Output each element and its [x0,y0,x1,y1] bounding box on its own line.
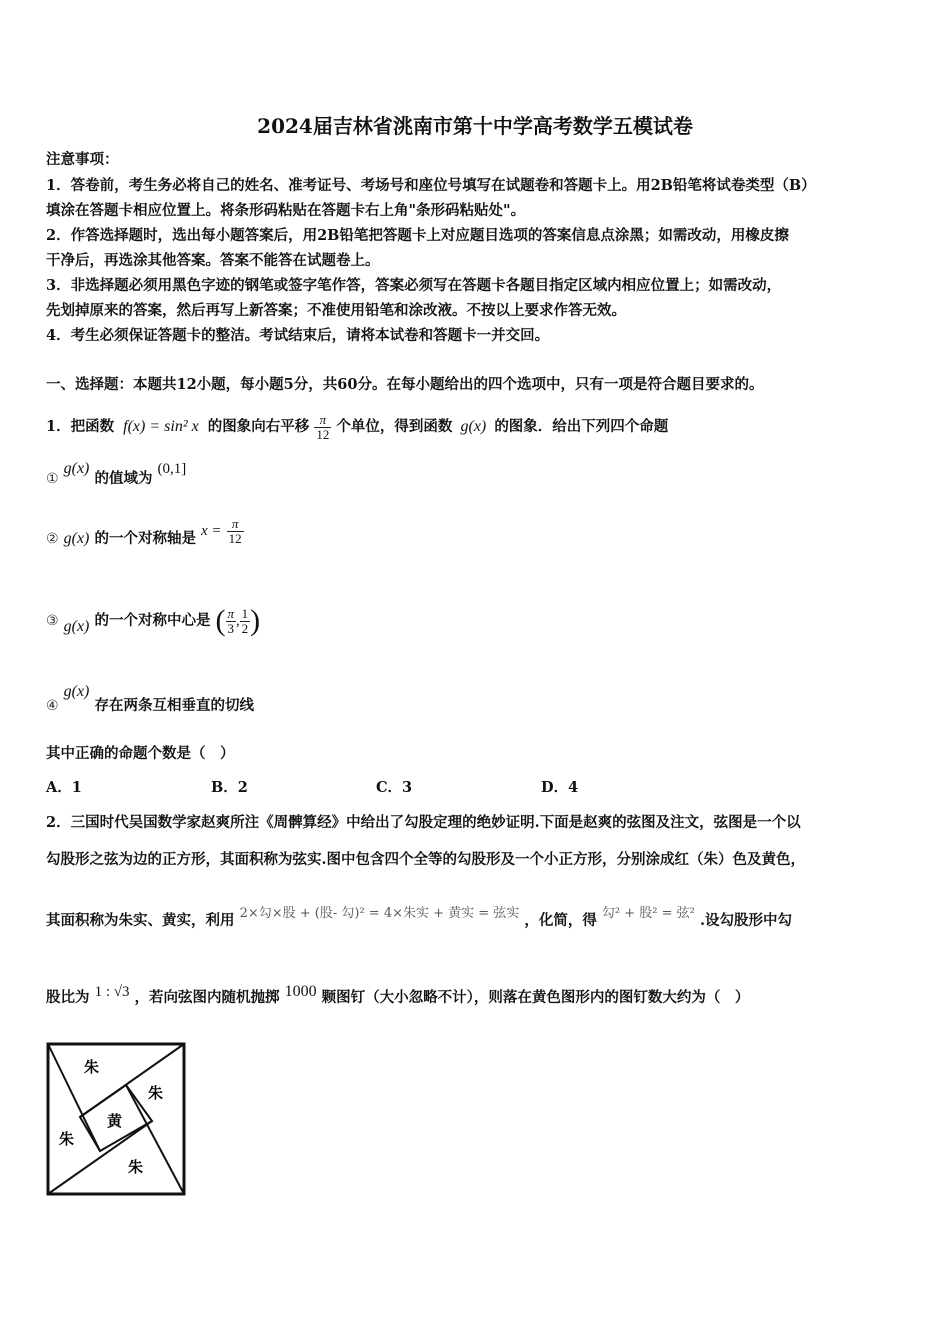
q1-item-2 [46,516,244,553]
q1-shift-fraction [314,413,331,441]
q1-suffix: 的图象．给出下列四个命题 [494,418,669,436]
q1-shift-num: π [314,413,331,428]
comma: , [236,612,240,629]
q2-line: 2．三国时代吴国数学家赵爽所注《周髀算经》中给出了勾股定理的绝妙证明.下面是赵爽的弦图及注文，弦图是一个以 [46,814,801,831]
q1-mid2: 个单位，得到函数 [336,418,453,436]
q2-line4-a: 股比为 [46,989,90,1006]
notes-heading: 注意事项： [46,151,119,168]
label-bottom: 朱 [128,1158,144,1176]
label-right: 朱 [148,1084,164,1102]
q1-option-b[interactable]: B．2 [211,779,248,796]
q1-shift-den: 12 [316,426,330,442]
frac-den: 12 [228,530,242,546]
q2-line3-b: ，化简，得 [524,912,597,929]
q2-line4 [46,983,750,1006]
label-top: 朱 [84,1058,100,1076]
label-center: 黄 [107,1112,123,1130]
q1-prefix: 1．把函数 [46,418,115,436]
item-text: 的值域为 [94,470,153,487]
center-y-fraction [240,607,251,635]
q1-f-expr: f(x) = sin² x [123,418,199,436]
item-g: g(x) [63,618,90,635]
section-heading: 一、选择题：本题共12小题，每小题5分，共60分。在每小题给出的四个选项中，只有一项是符合题目要求的。 [46,376,764,393]
item-text: 的一个对称轴是 [94,530,196,548]
q1-item-1 [46,460,187,487]
right-paren: ) [250,604,261,637]
q2-line3-c: .设勾股形中勾 [699,912,792,929]
q2-line3-a: 其面积称为朱实、黄实，利用 [46,912,235,929]
notes-line: 干净后，再选涂其他答案。答案不能答在试题卷上。 [46,252,380,269]
q1-mid: 的图象向右平移 [207,418,310,436]
q1-option-a[interactable]: A．1 [46,779,82,796]
q1-option-d[interactable]: D．4 [541,779,579,796]
q1-option-c[interactable]: C．3 [376,779,413,796]
q2-line: 勾股形之弦为边的正方形，其面积称为弦实.图中包含四个全等的勾股形及一个小正方形，分别涂成红（朱）色及黄色， [46,851,806,868]
left-paren: ( [215,604,226,637]
notes-line: 4．考生必须保证答题卡的整洁。考试结束后，请将本试卷和答题卡一并交回。 [46,327,550,344]
frac-num: π [227,517,244,532]
notes-line: 3．非选择题必须用黑色字迹的钢笔或签字笔作答，答案必须写在答题卡各题目指定区域内相应位置上；如需改动， [46,277,782,294]
frac-num: π [227,605,235,621]
page-title: 2024届吉林省洮南市第十中学高考数学五模试卷 [257,114,693,138]
frac-den: 2 [241,620,249,636]
q1-item-4 [46,683,254,714]
q2-count: 1000 [284,983,317,1000]
item-mark: ③ [46,613,59,629]
notes-line: 1．答卷前，考生务必将自己的姓名、准考证号、考场号和座位号填写在试题卷和答题卡上。用2B铅笔将试卷类型（B） [46,177,816,194]
item-g: g(x) [63,460,90,477]
item-g: g(x) [63,530,90,548]
q2-line4-c: 颗图钉（大小忽略不计），则落在黄色图形内的图钉数大约为（ ） [321,989,750,1006]
notes-line: 2．作答选择题时，选出每小题答案后，用2B铅笔把答题卡上对应题目选项的答案信息点涂黑；如需改动，用橡皮擦 [46,227,789,244]
notes-line: 先划掉原来的答案，然后再写上新答案；不准使用铅笔和涂改液。不按以上要求作答无效。 [46,302,626,319]
item-text: 的一个对称中心是 [94,612,211,629]
center-x-fraction [226,607,237,635]
q1-item-3 [46,606,260,636]
item-mark: ④ [46,698,59,714]
q2-ratio: 1 : √3 [94,984,130,1000]
q2-line3 [46,906,792,929]
q2-formula-2: 勾² + 股² = 弦² [601,906,695,921]
q2-formula-1: 2×勾×股 + (股- 勾)² = 4×朱实 + 黄实 = 弦实 [239,906,520,921]
frac-num: 1 [241,605,249,621]
q1-stem [46,413,668,441]
item-g: g(x) [63,683,90,700]
item-mark: ② [46,531,59,548]
item-axis-lhs: x = [201,523,222,540]
item-text: 存在两条互相垂直的切线 [94,697,254,714]
notes-line: 填涂在答题卡相应位置上。将条形码粘贴在答题卡右上角"条形码粘贴处"。 [46,202,526,219]
item-mark: ① [46,471,59,487]
q2-line4-b: ，若向弦图内随机抛掷 [134,989,280,1006]
item-axis-fraction [227,517,244,545]
label-left: 朱 [59,1130,75,1148]
q1-g-expr: g(x) [460,418,487,436]
frac-den: 3 [227,620,235,636]
hypotenuse-diagram [40,1036,192,1200]
item-range: (0,1] [157,461,187,477]
q1-question: 其中正确的命题个数是（ ） [46,745,235,762]
